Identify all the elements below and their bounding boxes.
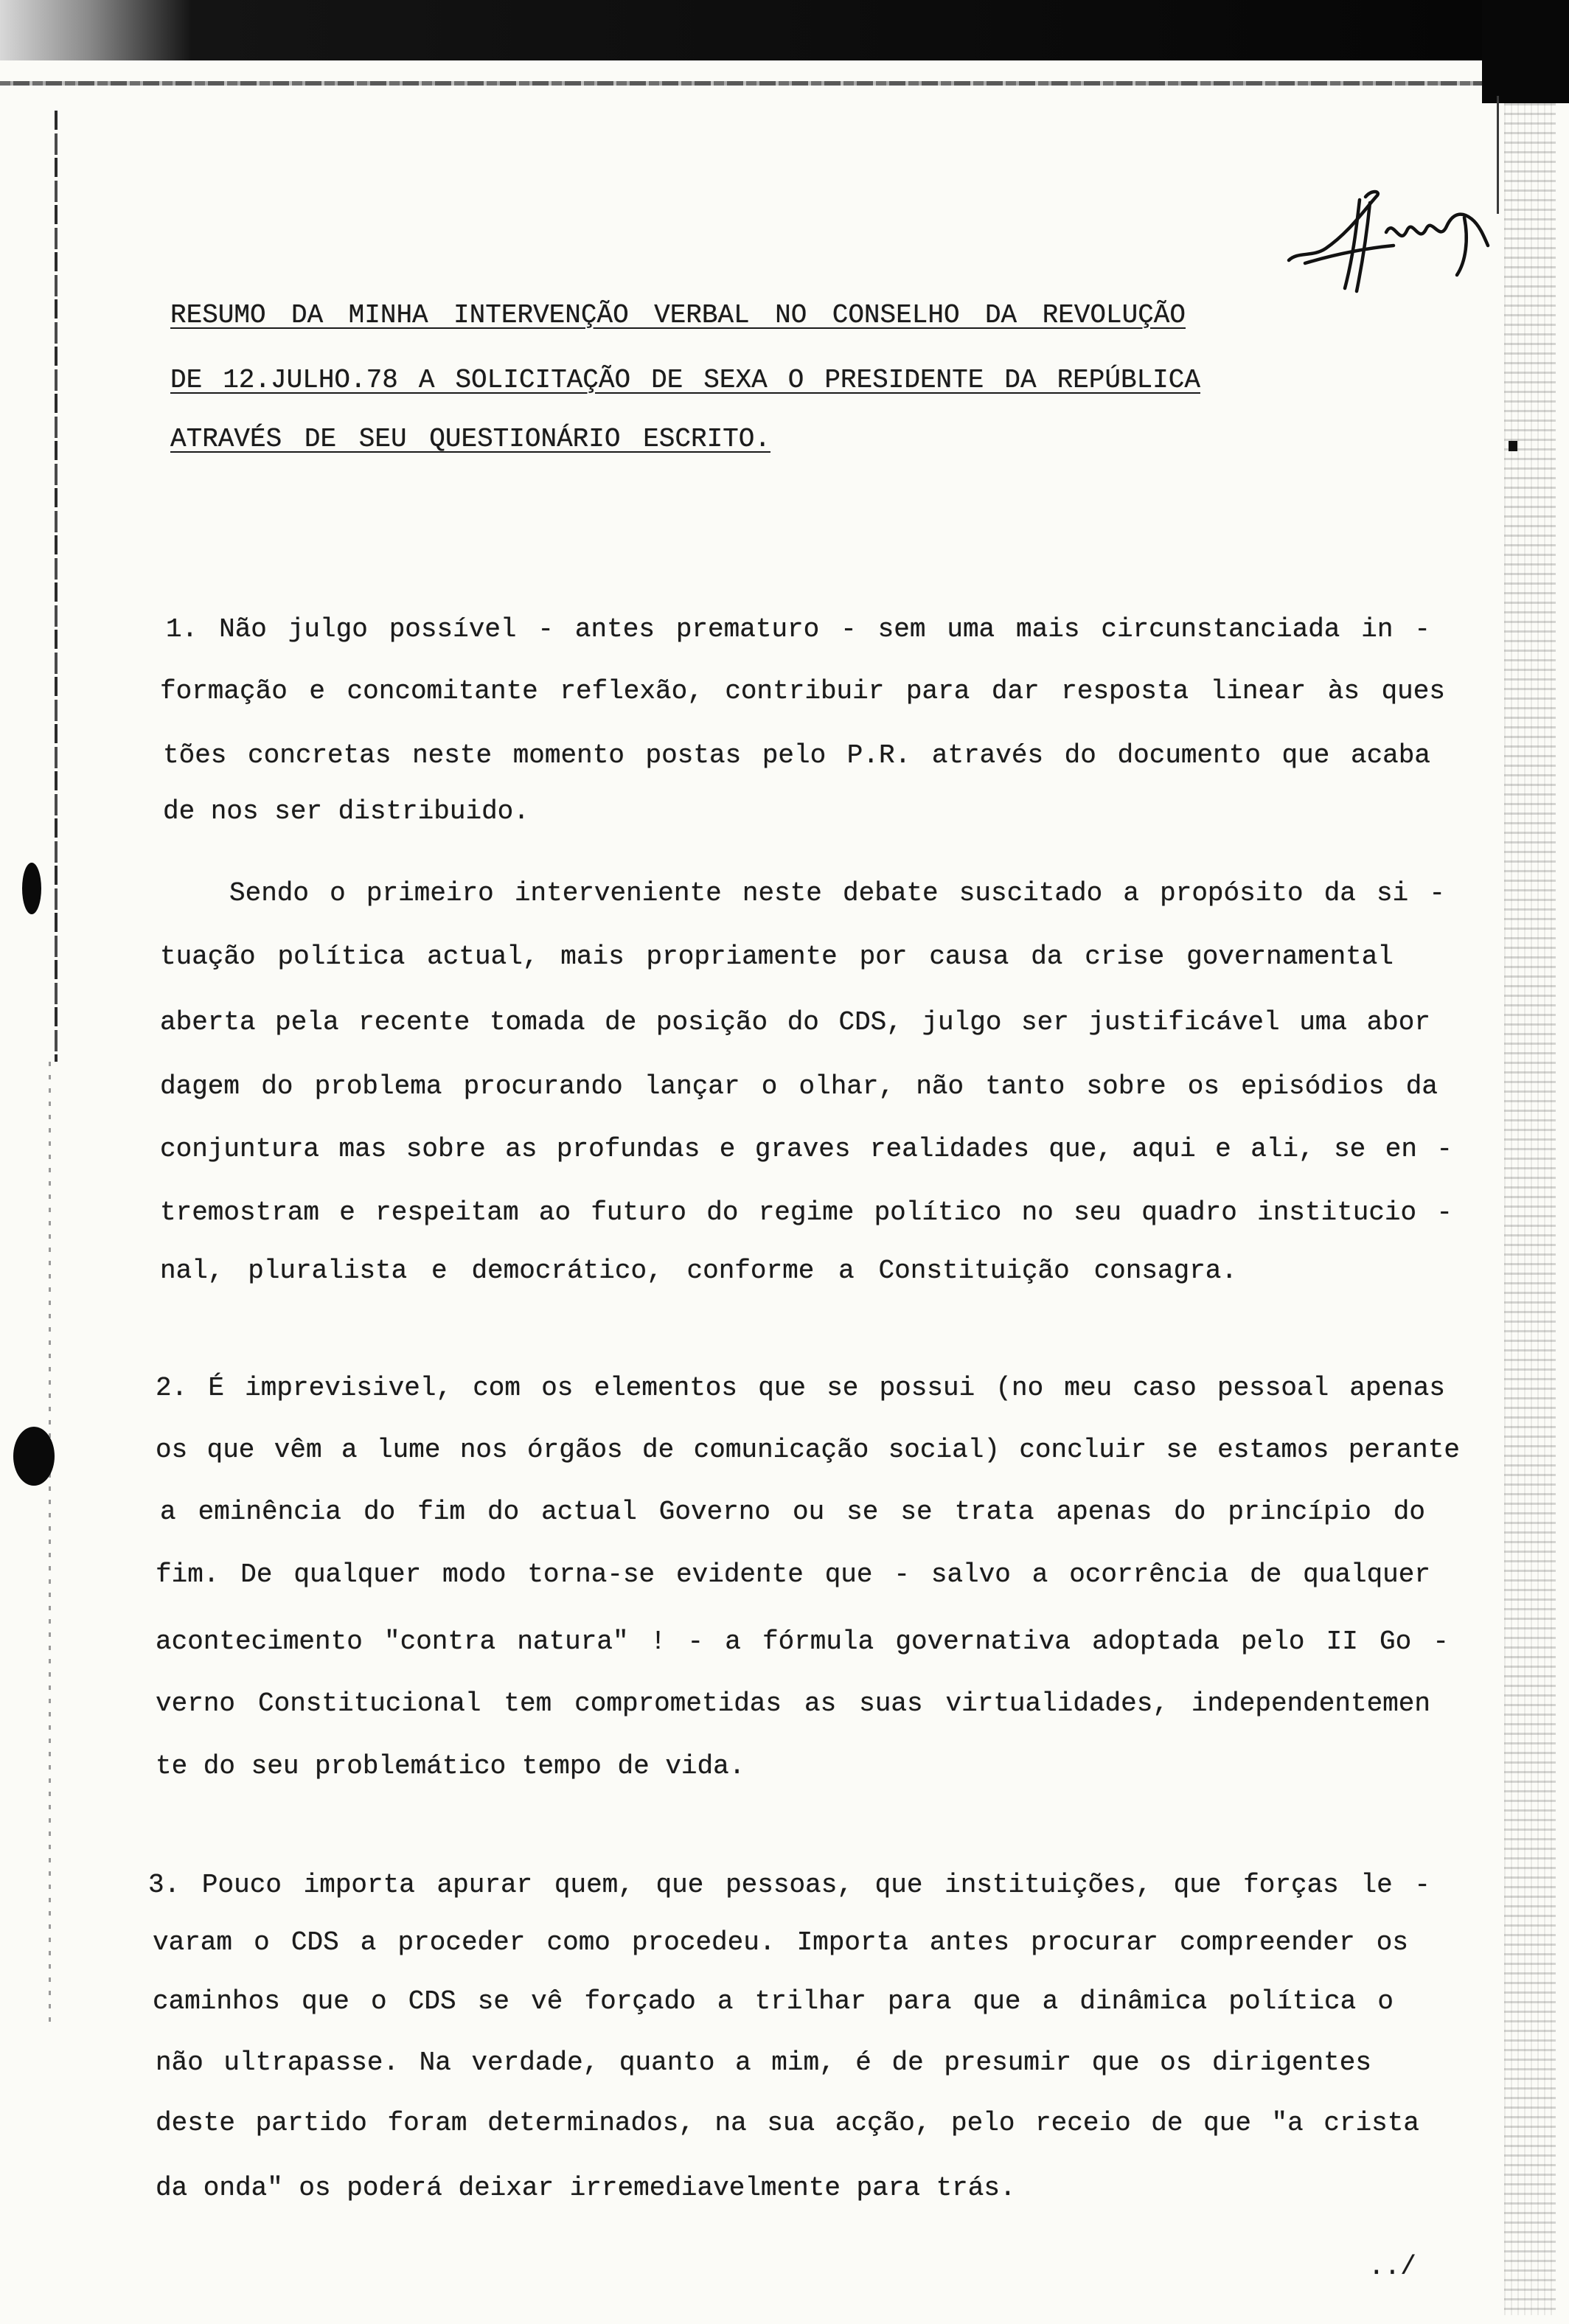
paragraph-line: caminhos que o CDS se vê forçado a trilhar para que a dinâmica política o	[153, 1986, 1394, 2017]
scan-edge-corner	[1482, 0, 1569, 103]
paragraph-line: 3. Pouco importa apurar quem, que pessoas, que instituições, que forças le -	[148, 1870, 1430, 1900]
paragraph-line: verno Constitucional tem comprometidas as suas virtualidades, independentemen	[156, 1688, 1430, 1719]
signature	[1283, 181, 1497, 299]
paragraph-line: tuação política actual, mais propriamente por causa da crise governamental	[160, 942, 1394, 972]
paragraph-line: da onda" os poderá deixar irremediavelmente para trás.	[156, 2173, 1016, 2203]
paragraph-line: tremostram e respeitam ao futuro do regime político no seu quadro institucio -	[160, 1197, 1453, 1228]
paragraph-line: Sendo o primeiro interveniente neste debate suscitado a propósito da si -	[229, 878, 1445, 908]
paragraph-line: tões concretas neste momento postas pelo P.R. através do documento que acaba	[163, 740, 1430, 770]
scan-rule-right	[1497, 96, 1499, 214]
margin-dots-left	[49, 1062, 51, 2028]
paragraph-line: 2. É imprevisivel, com os elementos que se possui (no meu caso pessoal apenas	[156, 1373, 1445, 1403]
paragraph-line: te do seu problemático tempo de vida.	[156, 1751, 745, 1781]
paragraph-line: a eminência do fim do actual Governo ou se se trata apenas do princípio do	[160, 1497, 1425, 1527]
paragraph-line: nal, pluralista e democrático, conforme a Constituição consagra.	[160, 1256, 1237, 1286]
ink-blot	[13, 1427, 55, 1486]
paragraph-line: os que vêm a lume nos órgãos de comunicação social) concluir se estamos perante	[156, 1435, 1460, 1465]
paragraph-line: varam o CDS a proceder como procedeu. Importa antes procurar compreender os	[153, 1927, 1408, 1958]
ink-blot	[22, 863, 41, 914]
paragraph-line: dagem do problema procurando lançar o olhar, não tanto sobre os episódios da	[160, 1071, 1438, 1102]
paragraph-line: de nos ser distribuido.	[163, 796, 529, 827]
title-line: RESUMO DA MINHA INTERVENÇÃO VERBAL NO CONSELHO DA REVOLUÇÃO	[170, 300, 1186, 330]
paragraph-line: aberta pela recente tomada de posição do CDS, julgo ser justificável uma abor	[160, 1007, 1430, 1037]
paragraph-line: formação e concomitante reflexão, contribuir para dar resposta linear às ques	[160, 676, 1445, 706]
margin-line-left	[55, 111, 58, 1062]
title-line: ATRAVÉS DE SEU QUESTIONÁRIO ESCRITO.	[170, 424, 770, 454]
paragraph-line: deste partido foram determinados, na sua acção, pelo receio de que "a crista	[156, 2108, 1419, 2138]
title-line: DE 12.JULHO.78 A SOLICITAÇÃO DE SEXA O PRESIDENTE DA REPÚBLICA	[170, 365, 1200, 395]
paragraph-line: fim. De qualquer modo torna-se evidente que - salvo a ocorrência de qualquer	[156, 1559, 1430, 1590]
ink-mark	[1509, 441, 1517, 451]
scan-noise-right	[1504, 103, 1556, 2315]
paragraph-line: conjuntura mas sobre as profundas e graves realidades que, aqui e ali, se en -	[160, 1134, 1453, 1164]
scan-edge-line	[0, 81, 1482, 86]
paragraph-line: não ultrapasse. Na verdade, quanto a mim, é de presumir que os dirigentes	[156, 2048, 1371, 2078]
paragraph-line: 1. Não julgo possível - antes prematuro - sem uma mais circunstanciada in -	[166, 614, 1430, 644]
continuation-mark: ../	[1368, 2252, 1416, 2282]
paragraph-line: acontecimento "contra natura" ! - a fórmula governativa adoptada pelo II Go -	[156, 1627, 1449, 1657]
scan-edge-top	[0, 0, 1569, 60]
